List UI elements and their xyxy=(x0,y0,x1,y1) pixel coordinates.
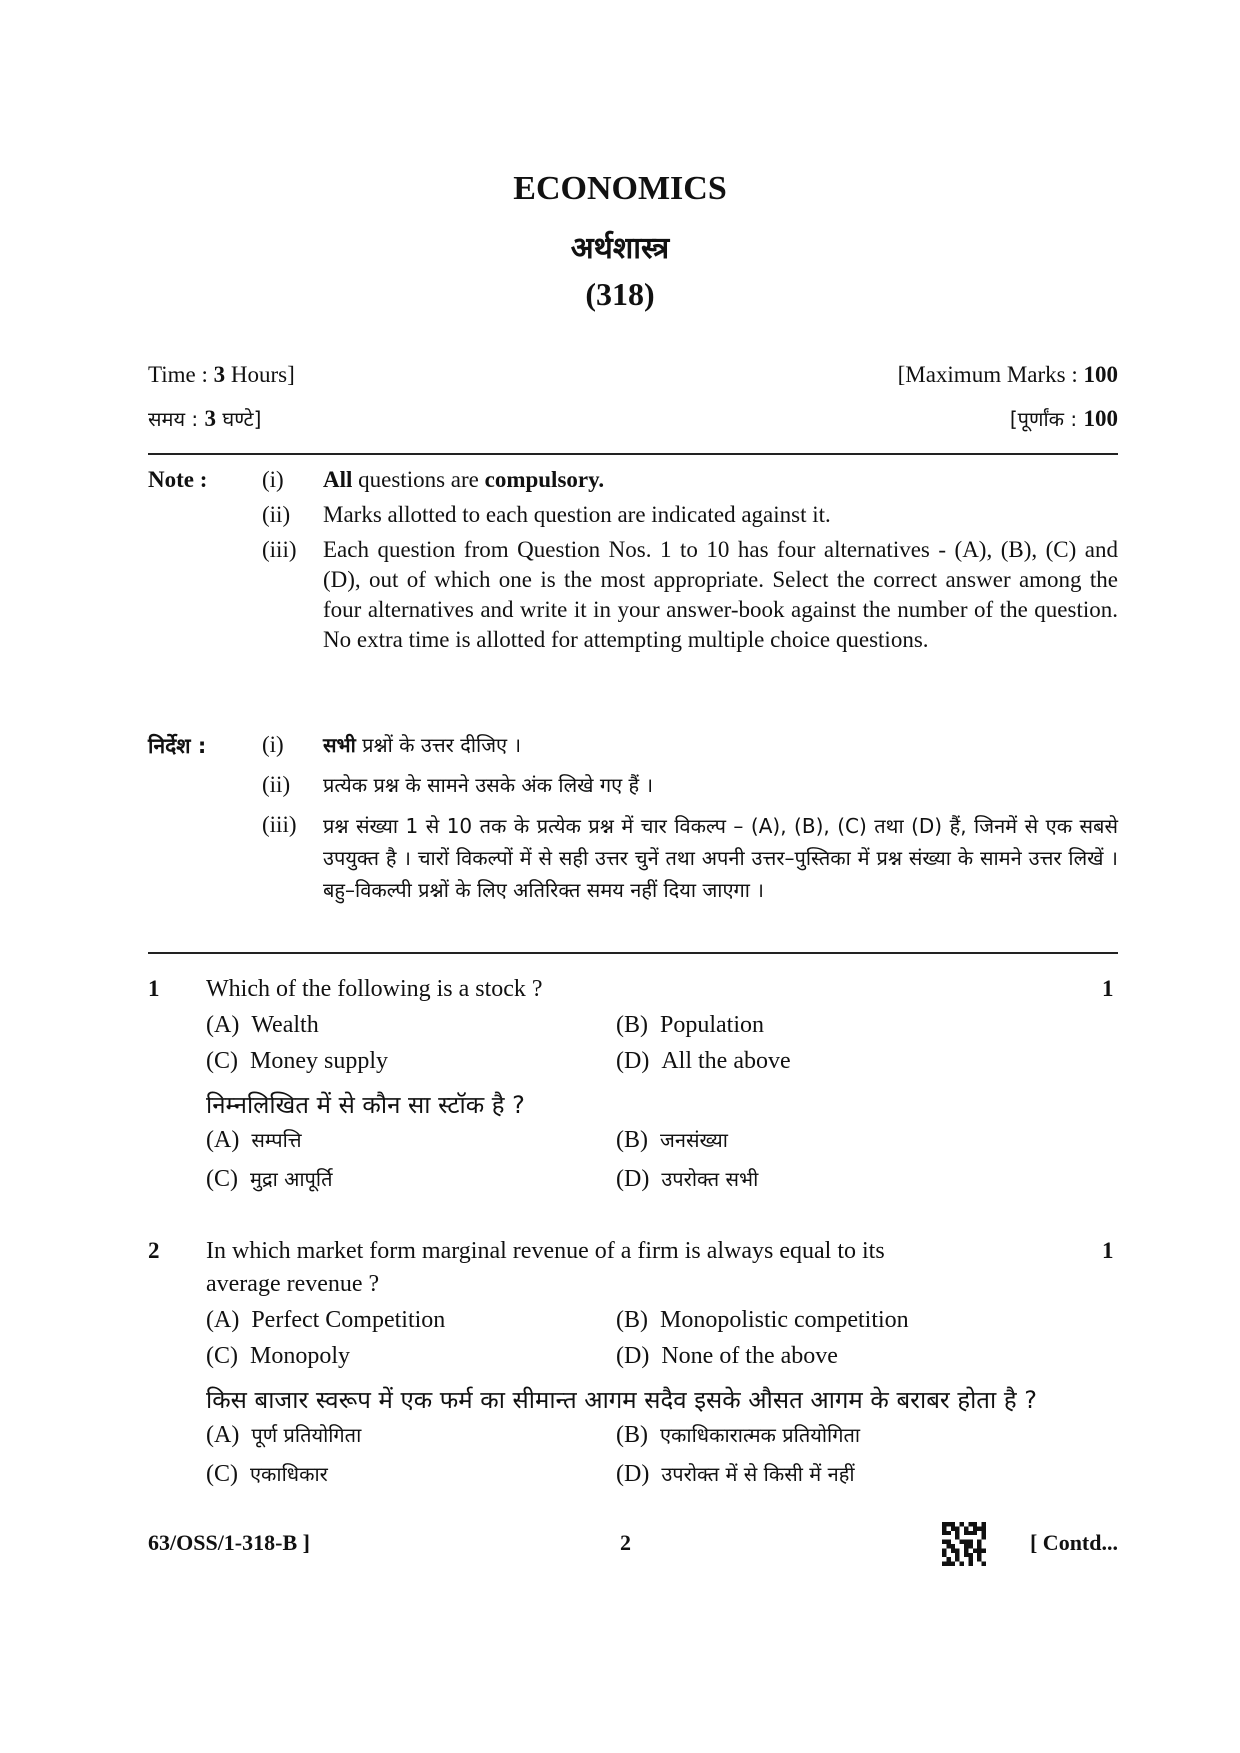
note-hi-num-3: (iii) xyxy=(262,812,297,837)
note-hi-num-2: (ii) xyxy=(262,772,291,797)
note-hi-item-2: प्रत्येक प्रश्न के सामने उसके अंक लिखे गए हैं । xyxy=(323,773,654,797)
page-number: 2 xyxy=(620,1530,631,1555)
q1-option-d-hi: (D) उपरोक्त सभी xyxy=(616,1166,759,1192)
question-2-text-en-line2: average revenue ? xyxy=(206,1271,380,1297)
subject-title-en: ECONOMICS xyxy=(513,170,727,207)
note-label-en: Note : xyxy=(148,467,208,492)
q1-option-c-en: (C) Money supply xyxy=(206,1048,388,1074)
q2-option-d-en: (D) None of the above xyxy=(616,1343,838,1369)
q2-option-a-en: (A) Perfect Competition xyxy=(206,1307,446,1333)
note-en-num-2: (ii) xyxy=(262,502,291,527)
subject-code: (318) xyxy=(585,276,655,312)
q1-option-d-en: (D) All the above xyxy=(616,1048,791,1074)
question-1-text-hi: निम्नलिखित में से कौन सा स्टॉक है ? xyxy=(206,1091,525,1119)
q2-option-b-hi: (B) एकाधिकारात्मक प्रतियोगिता xyxy=(616,1422,861,1448)
note-label-hi: निर्देश : xyxy=(148,734,207,758)
q1-option-b-en: (B) Population xyxy=(616,1012,765,1038)
note-en-num-3: (iii) xyxy=(262,537,297,562)
q2-option-b-en: (B) Monopolistic competition xyxy=(616,1307,909,1333)
max-marks-hi: [पूर्णांक : 100 xyxy=(1009,406,1118,431)
question-2-text-en-line1: In which market form marginal revenue of a firm is always equal to its xyxy=(206,1238,885,1264)
contd-label: [ Contd... xyxy=(1029,1530,1118,1555)
question-1-text-en: Which of the following is a stock ? xyxy=(206,976,543,1002)
q1-option-b-hi: (B) जनसंख्या xyxy=(616,1127,728,1153)
q2-option-a-hi: (A) पूर्ण प्रतियोगिता xyxy=(206,1422,362,1448)
question-1-marks: 1 xyxy=(1102,976,1114,1001)
note-en-num-1: (i) xyxy=(262,467,284,492)
note-en-item-1: All questions are compulsory. xyxy=(323,467,605,492)
time-en: Time : 3 Hours] xyxy=(148,362,295,387)
time-hi: समय : 3 घण्टे] xyxy=(148,406,262,431)
q2-option-c-en: (C) Monopoly xyxy=(206,1343,351,1369)
subject-title-hi: अर्थशास्त्र xyxy=(570,231,670,266)
q2-option-c-hi: (C) एकाधिकार xyxy=(206,1461,328,1487)
q1-option-c-hi: (C) मुद्रा आपूर्ति xyxy=(206,1166,333,1192)
note-hi-num-1: (i) xyxy=(262,732,284,757)
question-2-text-hi: किस बाजार स्वरूप में एक फर्म का सीमान्त आगम सदैव इसके औसत आगम के बराबर होता है ? xyxy=(206,1386,1037,1414)
question-number-1: 1 xyxy=(148,976,160,1001)
note-en-item-2: Marks allotted to each question are indicated against it. xyxy=(323,502,831,527)
max-marks-en: [Maximum Marks : 100 xyxy=(897,362,1118,387)
note-en-item-3: Each question from Question Nos. 1 to 10 has four alternatives - (A), (B), (C) and (D), out of which one is the most appropriate. Select the correct answer among the four alternatives and write it in your answer-book against the number of the question. No extra time is allotted for attempting multiple choice questions. xyxy=(323,537,1118,652)
note-hi-item-1: सभी प्रश्नों के उत्तर दीजिए । xyxy=(323,733,522,757)
q2-option-d-hi: (D) उपरोक्त में से किसी में नहीं xyxy=(616,1461,855,1487)
question-number-2: 2 xyxy=(148,1238,160,1263)
qr-code-icon xyxy=(941,1522,987,1566)
paper-code: 63/OSS/1-318-B ] xyxy=(148,1530,310,1555)
note-hi-item-3: प्रश्न संख्या 1 से 10 तक के प्रत्येक प्रश्न में चार विकल्प – (A), (B), (C) तथा (D) हैं, जिनमें से एक सबसे उपयुक्त है । चारों विकल्पों में से सही उत्तर चुनें तथा अपनी उत्तर–पुस्तिका में प्रश्न संख्या के सामने उत्तर लिखें । बहु–विकल्पी प्रश्नों के लिए अतिरिक्त समय नहीं दिया जाएगा । xyxy=(323,814,1118,902)
divider-top xyxy=(148,453,1118,455)
q1-option-a-en: (A) Wealth xyxy=(206,1012,319,1038)
divider-middle xyxy=(148,952,1118,954)
q1-option-a-hi: (A) सम्पत्ति xyxy=(206,1127,302,1153)
question-2-marks: 1 xyxy=(1102,1238,1114,1263)
